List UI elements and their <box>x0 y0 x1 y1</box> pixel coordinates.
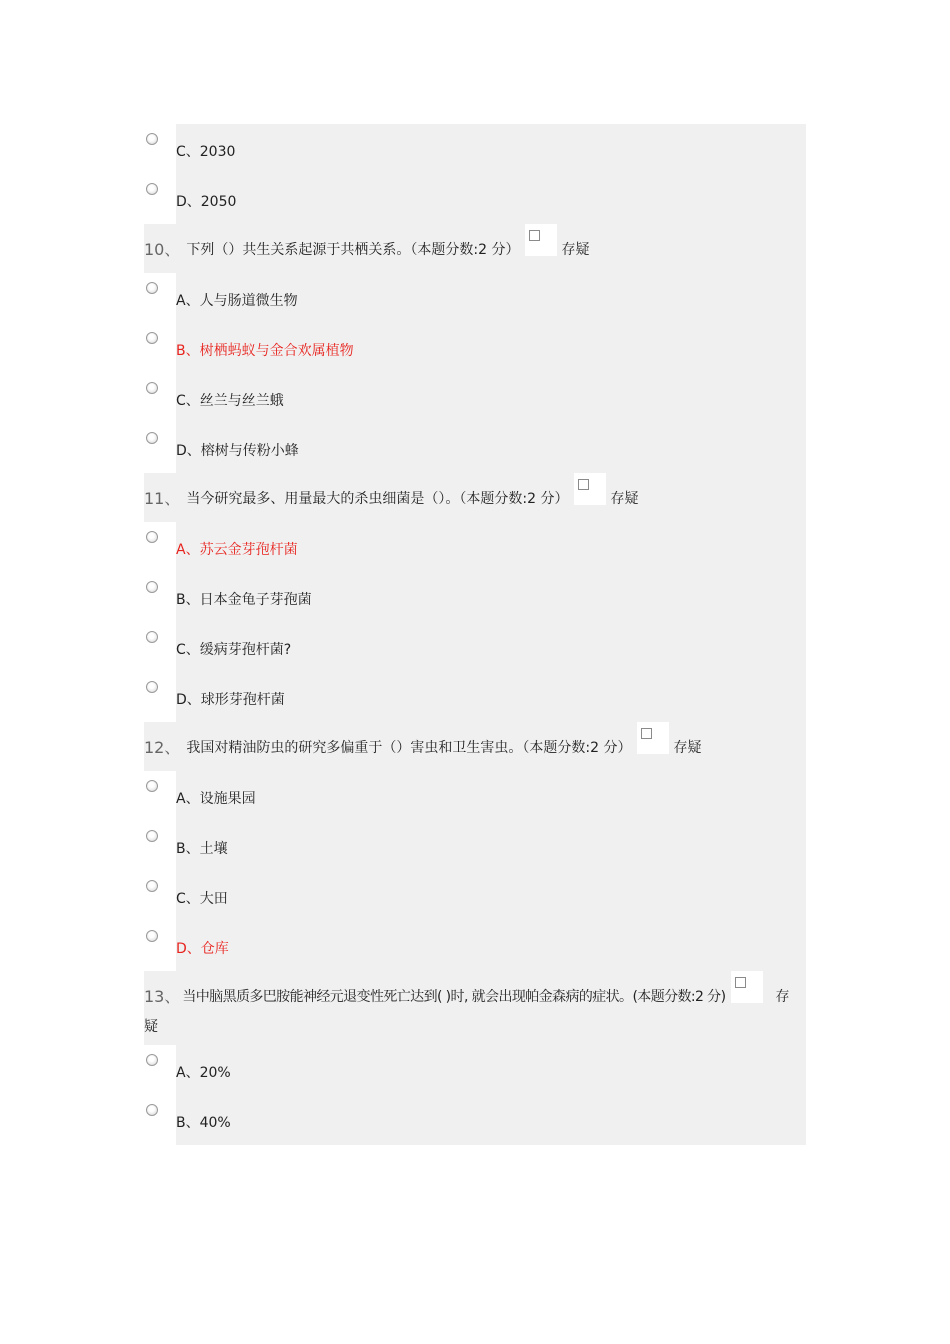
question-text: 当中脑黑质多巴胺能神经元退变性死亡达到( )时, 就会出现帕金森病的症状。(本题分数:2 分) <box>182 988 726 1005</box>
radio-button[interactable] <box>146 631 158 643</box>
question-header <box>144 971 806 1045</box>
flag-checkbox-cell[interactable] <box>525 224 557 256</box>
radio-button[interactable] <box>146 1054 158 1066</box>
radio-button[interactable] <box>146 880 158 892</box>
question-text: 我国对精油防虫的研究多偏重于（）害虫和卫生害虫。（本题分数:2 分） <box>186 739 632 756</box>
radio-cell <box>144 921 176 971</box>
flag-label[interactable]: 存疑 <box>610 490 639 507</box>
option-label: A、人与肠道微生物 <box>176 293 298 309</box>
option-13-a[interactable] <box>144 1045 806 1095</box>
option-11-b[interactable] <box>144 572 806 622</box>
question-number: 13、 <box>144 987 181 1006</box>
option-label-correct: D、仓库 <box>176 941 229 957</box>
radio-cell <box>144 672 176 722</box>
option-label: B、日本金龟子芽孢菌 <box>176 592 312 608</box>
question-header <box>144 722 806 771</box>
question-text: 下列（）共生关系起源于共栖关系。（本题分数:2 分） <box>186 241 520 258</box>
question-10 <box>144 224 806 473</box>
option-12-d[interactable] <box>144 921 806 971</box>
question-number: 10、 <box>144 240 181 259</box>
option-10-b[interactable] <box>144 323 806 373</box>
radio-button[interactable] <box>146 780 158 792</box>
option-label: B、40% <box>176 1115 231 1131</box>
option-11-a[interactable] <box>144 522 806 572</box>
option-label: D、榕树与传粉小蜂 <box>176 443 299 459</box>
option-9-d[interactable] <box>144 174 806 224</box>
radio-cell <box>144 273 176 323</box>
flag-checkbox-cell[interactable] <box>637 722 669 754</box>
option-label: D、球形芽孢杆菌 <box>176 692 285 708</box>
option-13-b[interactable] <box>144 1095 806 1145</box>
option-11-c[interactable] <box>144 622 806 672</box>
question-11 <box>144 473 806 722</box>
option-10-a[interactable] <box>144 273 806 323</box>
option-12-b[interactable] <box>144 821 806 871</box>
flag-label[interactable]: 存 <box>775 988 790 1005</box>
flag-checkbox[interactable] <box>578 479 589 490</box>
radio-cell <box>144 522 176 572</box>
option-label: D、2050 <box>176 194 237 210</box>
flag-checkbox-cell[interactable] <box>731 971 763 1003</box>
radio-cell <box>144 871 176 921</box>
option-label: A、20% <box>176 1065 231 1081</box>
flag-label[interactable]: 存疑 <box>673 739 702 756</box>
radio-button[interactable] <box>146 382 158 394</box>
radio-cell <box>144 1045 176 1095</box>
radio-button[interactable] <box>146 1104 158 1116</box>
radio-cell <box>144 771 176 821</box>
quiz-panel <box>144 124 806 1145</box>
flag-checkbox[interactable] <box>641 728 652 739</box>
option-10-d[interactable] <box>144 423 806 473</box>
option-12-a[interactable] <box>144 771 806 821</box>
flag-label[interactable]: 存疑 <box>561 241 590 258</box>
flag-checkbox[interactable] <box>735 977 746 988</box>
question-header <box>144 473 806 522</box>
radio-button[interactable] <box>146 282 158 294</box>
question-13 <box>144 971 806 1145</box>
flag-label-wrap[interactable]: 疑 <box>144 1019 158 1035</box>
option-9-c[interactable] <box>144 124 806 174</box>
option-label: C、大田 <box>176 891 228 907</box>
radio-button[interactable] <box>146 830 158 842</box>
question-12 <box>144 722 806 971</box>
option-11-d[interactable] <box>144 672 806 722</box>
option-label: B、土壤 <box>176 841 228 857</box>
radio-cell <box>144 821 176 871</box>
question-number: 12、 <box>144 738 181 757</box>
radio-cell <box>144 373 176 423</box>
radio-button[interactable] <box>146 531 158 543</box>
question-text: 当今研究最多、用量最大的杀虫细菌是（）。（本题分数:2 分） <box>186 490 569 507</box>
radio-button[interactable] <box>146 681 158 693</box>
radio-button[interactable] <box>146 133 158 145</box>
option-label: A、设施果园 <box>176 791 256 807</box>
flag-checkbox[interactable] <box>529 230 540 241</box>
radio-cell <box>144 174 176 224</box>
radio-button[interactable] <box>146 432 158 444</box>
radio-button[interactable] <box>146 581 158 593</box>
radio-button[interactable] <box>146 332 158 344</box>
option-label-correct: B、树栖蚂蚁与金合欢属植物 <box>176 343 354 359</box>
radio-cell <box>144 1095 176 1145</box>
option-label: C、缓病芽孢杆菌? <box>176 642 292 658</box>
radio-cell <box>144 622 176 672</box>
radio-cell <box>144 572 176 622</box>
radio-button[interactable] <box>146 183 158 195</box>
option-12-c[interactable] <box>144 871 806 921</box>
option-10-c[interactable] <box>144 373 806 423</box>
option-label-correct: A、苏云金芽孢杆菌 <box>176 542 298 558</box>
radio-cell <box>144 124 176 174</box>
question-9-partial <box>144 124 806 224</box>
question-number: 11、 <box>144 489 181 508</box>
radio-cell <box>144 323 176 373</box>
flag-checkbox-cell[interactable] <box>574 473 606 505</box>
radio-cell <box>144 423 176 473</box>
question-header <box>144 224 806 273</box>
option-label: C、2030 <box>176 144 236 160</box>
radio-button[interactable] <box>146 930 158 942</box>
option-label: C、丝兰与丝兰蛾 <box>176 393 284 409</box>
